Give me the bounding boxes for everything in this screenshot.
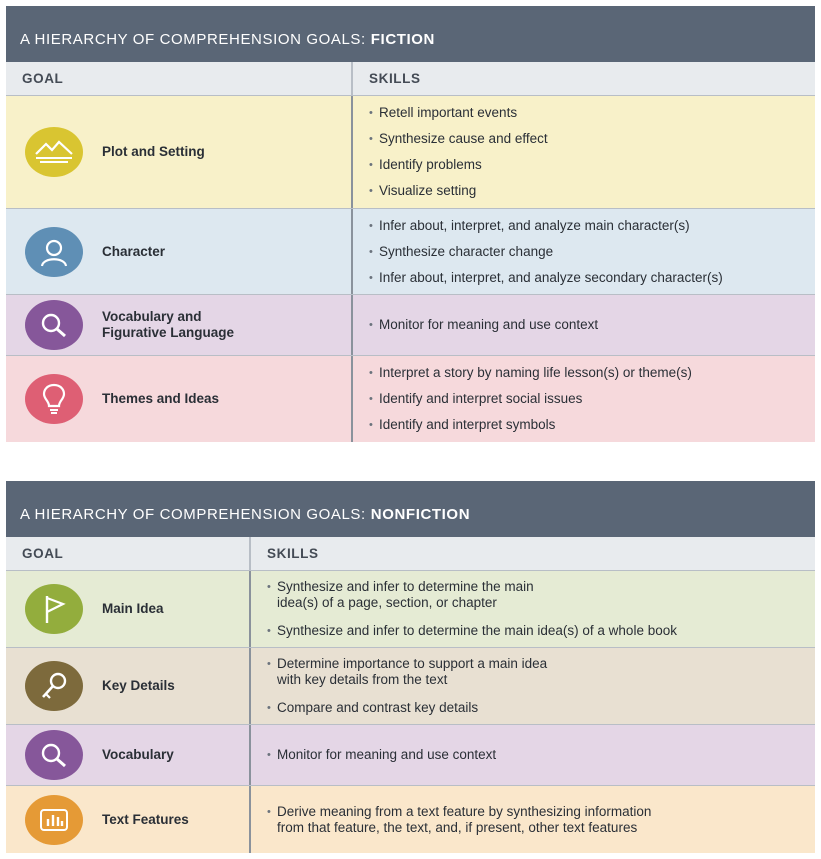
goal-column-header: GOAL bbox=[22, 546, 64, 561]
table-row bbox=[6, 96, 815, 209]
skill-line: • Synthesize and infer to determine the main idea(s) of a whole book bbox=[277, 623, 677, 638]
landscape-icon bbox=[25, 127, 83, 177]
skill-item: • Identify and interpret symbols bbox=[369, 417, 692, 433]
skills-cell bbox=[249, 725, 496, 785]
goal-cell bbox=[6, 209, 351, 294]
key-icon bbox=[25, 661, 83, 711]
skill-line: with key details from the text bbox=[277, 672, 448, 687]
goal-label: Plot and Setting bbox=[102, 144, 205, 159]
skill-line: idea(s) of a page, section, or chapter bbox=[277, 595, 497, 610]
skill-item bbox=[267, 747, 496, 763]
lightbulb-icon bbox=[25, 374, 83, 424]
skill-item: • Synthesize character change bbox=[369, 244, 723, 260]
skill-item: • Visualize setting bbox=[369, 183, 548, 199]
skills-cell bbox=[351, 209, 723, 294]
fiction-table bbox=[6, 6, 815, 442]
goal-label bbox=[102, 309, 234, 341]
skills-cell bbox=[249, 571, 677, 647]
skills-cell bbox=[351, 356, 692, 442]
goal-label: Text Features bbox=[102, 811, 189, 827]
nonfiction-title-keyword: NONFICTION bbox=[370, 506, 471, 523]
skill-item bbox=[267, 700, 547, 716]
goal-label: Character bbox=[102, 243, 166, 259]
skill-item: • Infer about, interpret, and analyze main character(s) bbox=[369, 218, 723, 234]
skill-item: • Interpret a story by naming life lesson(s) or theme(s) bbox=[369, 365, 692, 381]
skill-line: from that feature, the text, and, if present, other text features bbox=[277, 819, 638, 835]
table-row bbox=[6, 571, 815, 648]
goal-cell bbox=[6, 725, 249, 785]
skills-column-header: SKILLS bbox=[249, 537, 319, 570]
skill-item bbox=[267, 656, 547, 688]
goal-label: Vocabulary bbox=[102, 747, 174, 762]
skill-item bbox=[267, 623, 677, 639]
table-row bbox=[6, 725, 815, 786]
goal-cell bbox=[6, 356, 351, 442]
skill-line: • Monitor for meaning and use context bbox=[277, 747, 497, 762]
skill-line: • Compare and contrast key details bbox=[277, 700, 479, 715]
table-row bbox=[6, 209, 815, 295]
goal-label: Main Idea bbox=[102, 601, 164, 616]
skill-item: • Identify problems bbox=[369, 157, 548, 173]
goal-cell bbox=[6, 295, 351, 355]
magnifier-icon bbox=[25, 730, 83, 780]
goal-label: Themes and Ideas bbox=[102, 391, 220, 406]
goal-label: Key Details bbox=[102, 678, 175, 693]
goal-column-header: GOAL bbox=[22, 71, 64, 86]
nonfiction-title-prefix: A HIERARCHY OF COMPREHENSION GOALS: bbox=[20, 506, 366, 523]
flag-icon bbox=[25, 584, 83, 634]
skill-item bbox=[267, 804, 651, 836]
table-row bbox=[6, 295, 815, 356]
fiction-title-keyword: FICTION bbox=[370, 31, 435, 48]
skill-line: • Derive meaning from a text feature by synthesizing information bbox=[277, 803, 652, 819]
bar-chart-icon bbox=[25, 795, 83, 845]
goal-cell bbox=[6, 571, 249, 647]
skill-item: • Monitor for meaning and use context bbox=[369, 317, 598, 333]
skill-item: • Retell important events bbox=[369, 105, 548, 121]
skills-column-header: SKILLS bbox=[351, 62, 421, 95]
skill-item: • Synthesize cause and effect bbox=[369, 131, 548, 147]
person-icon bbox=[25, 227, 83, 277]
skills-cell bbox=[351, 295, 598, 355]
goal-cell bbox=[6, 96, 351, 208]
nonfiction-title bbox=[6, 481, 815, 537]
magnifier-icon bbox=[25, 300, 83, 350]
fiction-header-row bbox=[6, 62, 815, 96]
skill-item: • Infer about, interpret, and analyze secondary character(s) bbox=[369, 270, 723, 286]
nonfiction-header-row bbox=[6, 537, 815, 571]
skills-cell bbox=[351, 96, 548, 208]
goal-cell bbox=[6, 786, 249, 853]
skills-cell bbox=[249, 648, 547, 724]
skill-line: • Synthesize and infer to determine the main bbox=[277, 579, 534, 594]
nonfiction-table bbox=[6, 481, 815, 853]
skill-item: • Identify and interpret social issues bbox=[369, 391, 692, 407]
skill-line: • Determine importance to support a main idea bbox=[277, 656, 548, 671]
goal-label-line: Figurative Language bbox=[102, 325, 235, 340]
table-row bbox=[6, 356, 815, 442]
goal-cell bbox=[6, 648, 249, 724]
goal-label-line: Vocabulary and bbox=[102, 309, 202, 324]
table-row bbox=[6, 648, 815, 725]
fiction-title-prefix: A HIERARCHY OF COMPREHENSION GOALS: bbox=[20, 31, 366, 48]
skill-item bbox=[267, 579, 677, 611]
table-row bbox=[6, 786, 815, 853]
skills-cell bbox=[249, 786, 651, 853]
fiction-title bbox=[6, 6, 815, 62]
